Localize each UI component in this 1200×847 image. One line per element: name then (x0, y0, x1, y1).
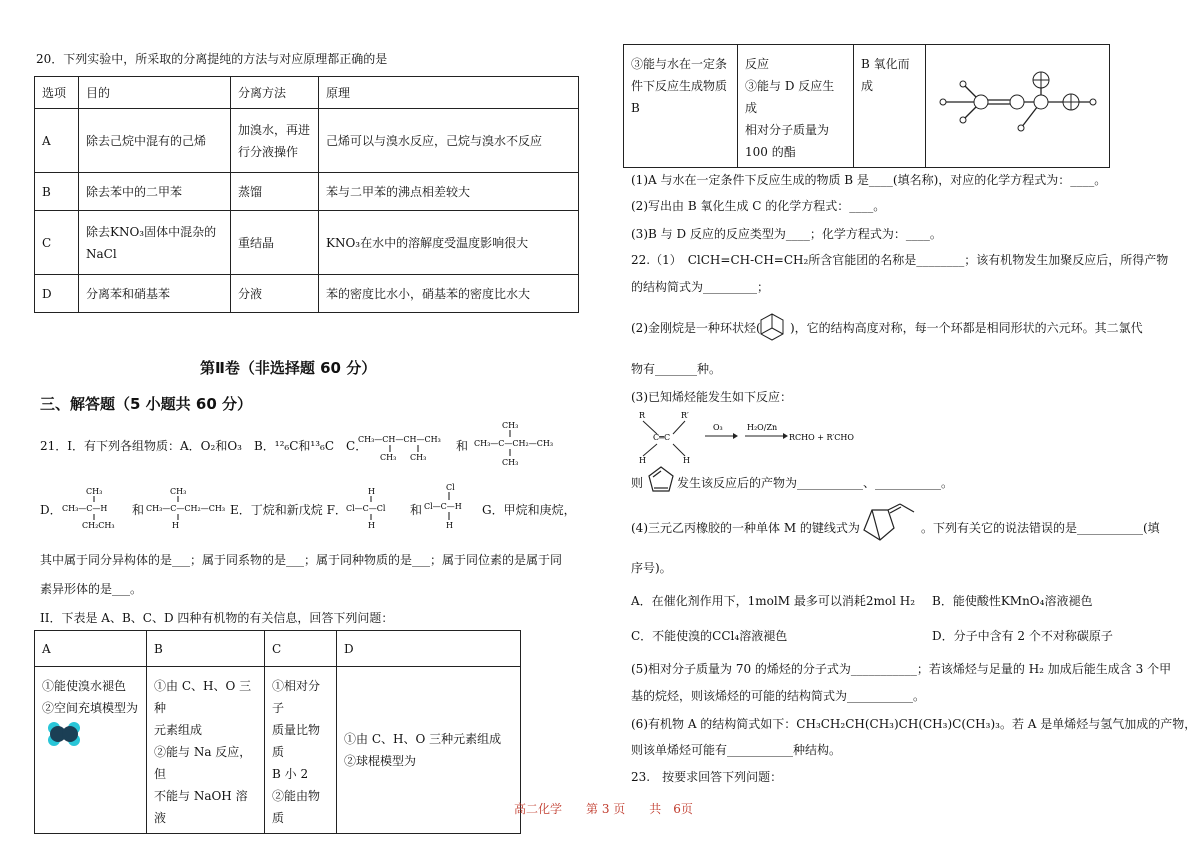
svg-text:H: H (368, 487, 375, 496)
info-d-line: ②球棍模型为 (344, 754, 417, 768)
svg-text:CH₃—C—CH₂—CH₃: CH₃—C—CH₂—CH₃ (474, 439, 554, 448)
q20-cell: B (35, 173, 79, 211)
q22-line2: 的结构简式为_________； (631, 280, 770, 294)
q22-line7a: (4)三元乙丙橡胶的一种单体 M 的键线式为 (631, 521, 860, 535)
q21-line2-he: 和 (410, 503, 423, 517)
cont-cell-c (854, 45, 926, 168)
q20-cell: 分液 (231, 275, 319, 313)
cont-cell-d (926, 45, 1110, 168)
svg-text:CH₃—C—CH₂—CH₃: CH₃—C—CH₂—CH₃ (146, 504, 226, 513)
q20-cell: 重结晶 (231, 211, 319, 275)
q22-line9: (5)相对分子质量为 70 的烯烃的分子式为___________；若该烯烃与足量的 H₂ 加成后能生成含 3 个甲 (631, 662, 1172, 676)
cont-a-line: 件下反应生成物质 (631, 79, 728, 93)
ball-and-stick-model-image (933, 58, 1103, 148)
info-c-line: B 小 2 (272, 767, 309, 781)
q20-header-purpose: 目的 (79, 77, 231, 109)
structure-f1-diagram (346, 484, 408, 530)
info-header-a: A (35, 631, 147, 667)
q20-cell: KNO₃在水中的溶解度受温度影响很大 (319, 211, 579, 275)
space-filling-model-image (42, 719, 86, 749)
info-table-continued (623, 44, 1110, 168)
q20-cell: 除去己烷中混有的己烯 (79, 109, 231, 173)
q23-title: 23. 按要求回答下列问题： (631, 770, 783, 784)
q20-header-method: 分离方法 (231, 77, 319, 109)
q20-cell: 苯的密度比水小，硝基苯的密度比水大 (319, 275, 579, 313)
q21-sub3: (3)B 与 D 反应的反应类型为____；化学方程式为：____。 (631, 227, 942, 241)
q20-title: 20．下列实验中，所采取的分离提纯的方法与对应原理都正确的是 (36, 52, 388, 66)
q22-line12: 则该单烯烃可能有___________种结构。 (631, 743, 842, 757)
q21-sub2: (2)写出由 B 氧化生成 C 的化学方程式：____。 (631, 199, 886, 213)
q20-cell: 蒸馏 (231, 173, 319, 211)
rxn-zn: H₂O/Zn (747, 423, 778, 432)
cont-cell-b (738, 45, 854, 168)
svg-text:CH₃—C—H: CH₃—C—H (62, 504, 108, 513)
q22-line10: 基的烷烃，则该烯烃的可能的结构简式为___________。 (631, 689, 926, 703)
q20-cell: 苯与二甲苯的沸点相差较大 (319, 173, 579, 211)
q22-line6a: 则 (631, 476, 644, 490)
info-cell-d (337, 667, 521, 834)
cont-c-line: B 氧化而成 (861, 57, 910, 93)
info-c-line: ①相对分子 (272, 679, 321, 715)
option-c: C．不能使溴的CCl₄溶液褪色 (631, 629, 788, 643)
svg-text:CH₃: CH₃ (380, 453, 397, 462)
structure-c2-diagram (472, 418, 562, 468)
q22-line8: 序号)。 (631, 561, 672, 575)
svg-text:C═C: C═C (653, 433, 671, 442)
q22-line1: 22.（1） ClCH=CH-CH=CH₂所含官能团的名称是________；该有机物发生加聚反应后，所得产物 (631, 253, 1169, 267)
info-header-d: D (337, 631, 521, 667)
info-b-line: 元素组成 (154, 723, 203, 737)
svg-text:Cl—C—Cl: Cl—C—Cl (346, 504, 386, 513)
info-b-line: ①由 C、H、O 三种 (154, 679, 252, 715)
svg-text:R′: R′ (681, 411, 689, 420)
part2-title: 第Ⅱ卷（非选择题 60 分） (200, 359, 377, 377)
adamantane-structure-image (755, 310, 789, 346)
info-header-b: B (147, 631, 265, 667)
svg-text:Cl: Cl (446, 483, 455, 492)
svg-text:CH₂CH₃: CH₂CH₃ (82, 521, 115, 530)
q21-line2-e: E．丁烷和新戊烷 F． (230, 503, 347, 517)
svg-text:H: H (639, 456, 646, 464)
svg-text:CH₃—CH—CH—CH₃: CH₃—CH—CH—CH₃ (358, 435, 441, 444)
cont-b-line: 反应 (745, 57, 770, 71)
q21-part2: II．下表是 A、B、C、D 四种有机物的有关信息，回答下列问题： (40, 611, 394, 625)
cont-cell-a (624, 45, 738, 168)
page-footer: 高二化学 第 3 页 共 6页 (514, 802, 693, 816)
info-cell-a (35, 667, 147, 834)
q20-header-option: 选项 (35, 77, 79, 109)
monomer-m-structure-image (858, 500, 918, 546)
info-c-line: 质量比物质 (272, 723, 321, 759)
svg-text:H: H (446, 521, 453, 530)
q22-line3a: (2)金刚烷是一种环状烃( (631, 321, 761, 335)
structure-d1-diagram (60, 484, 130, 530)
q21-line2-g: G．甲烷和庚烷， (482, 503, 576, 517)
info-c-line: ②能由物质 (272, 789, 321, 825)
q22-line5: (3)已知烯烃能发生如下反应： (631, 390, 792, 404)
q20-cell: A (35, 109, 79, 173)
info-a-line: ①能使溴水褪色 (42, 679, 127, 693)
structure-d2-diagram (146, 484, 230, 530)
q22-line3b: )，它的结构高度对称，每一个环都是相同形状的六元环。其二氯代 (790, 321, 1143, 335)
svg-text:CH₃: CH₃ (502, 421, 519, 430)
q21-line1: 21．I．有下列各组物质：A．O₂和O₃ B．¹²₆C和¹³₆C C． (40, 439, 368, 453)
cyclopentadiene-structure-image (646, 464, 676, 496)
q20-cell: 分离苯和硝基苯 (79, 275, 231, 313)
info-b-line: 不能与 NaOH 溶液 (154, 789, 248, 825)
info-cell-c (265, 667, 337, 834)
svg-text:H: H (683, 456, 690, 464)
q21-sub1: (1)A 与水在一定条件下反应生成的物质 B 是____(填名称)，对应的化学方程式为：____。 (631, 173, 1107, 187)
info-header-c: C (265, 631, 337, 667)
structure-f2-diagram (424, 480, 486, 530)
q22-line11: (6)有机物 A 的结构简式如下：CH₃CH₂CH(CH₃)CH(CH₃)C(CH₃)₃。若 A 是单烯烃与氢气加成的产物， (631, 717, 1197, 731)
cont-a-line: B (631, 101, 640, 115)
q22-line4: 物有_______种。 (631, 362, 722, 376)
svg-text:CH₃: CH₃ (170, 487, 187, 496)
ozonolysis-reaction-diagram (633, 408, 873, 464)
q22-line6b: 发生该反应后的产物为___________、___________。 (677, 476, 954, 490)
q21-he-1: 和 (456, 439, 469, 453)
cont-b-line: 100 的酯 (745, 145, 796, 159)
info-b-line: ②能与 Na 反应，但 (154, 745, 252, 781)
option-d: D．分子中含有 2 个不对称碳原子 (932, 629, 1113, 643)
q21-info-table (34, 630, 521, 834)
info-cell-b (147, 667, 265, 834)
q20-cell: 己烯可以与溴水反应，己烷与溴水不反应 (319, 109, 579, 173)
q22-line7b: 。下列有关它的说法错误的是___________(填 (921, 521, 1160, 535)
q20-header-principle: 原理 (319, 77, 579, 109)
svg-text:CH₃: CH₃ (86, 487, 103, 496)
q20-cell: C (35, 211, 79, 275)
q21-line2-mid: 和 (132, 503, 145, 517)
svg-text:CH₃: CH₃ (502, 458, 519, 467)
q21-line3: 其中属于同分异构体的是___；属于同系物的是___；属于同种物质的是___；属于同位素的是属于同 (40, 553, 563, 567)
q20-table (34, 76, 579, 313)
svg-text:H: H (172, 521, 179, 530)
cont-b-line: ③能与 D 反应生成 (745, 79, 835, 115)
svg-text:R: R (639, 411, 646, 420)
info-d-line: ①由 C、H、O 三种元素组成 (344, 732, 502, 746)
cont-a-line: ③能与水在一定条 (631, 57, 728, 71)
q20-cell: 除去苯中的二甲苯 (79, 173, 231, 211)
svg-text:H: H (368, 521, 375, 530)
cont-b-line: 相对分子质量为 (745, 123, 830, 137)
option-b: B．能使酸性KMnO₄溶液褪色 (932, 594, 1093, 608)
structure-c1-diagram (356, 426, 452, 464)
info-a-line: ②空间充填模型为 (42, 701, 139, 715)
q20-cell: 加溴水，再进行分液操作 (231, 109, 319, 173)
section3-title: 三、解答题（5 小题共 60 分） (40, 395, 252, 413)
q21-line4: 素异形体的是___。 (40, 582, 143, 596)
q20-cell: 除去KNO₃固体中混杂的NaCl (79, 211, 231, 275)
rxn-product: RCHO + R′CHO (789, 433, 854, 442)
q20-cell: D (35, 275, 79, 313)
svg-text:Cl—C—H: Cl—C—H (424, 502, 462, 511)
q21-line2-d: D． (40, 503, 62, 517)
option-a: A．在催化剂作用下，1molM 最多可以消耗2mol H₂ (631, 594, 916, 608)
rxn-o3: O₃ (713, 423, 723, 432)
svg-text:CH₃: CH₃ (410, 453, 427, 462)
